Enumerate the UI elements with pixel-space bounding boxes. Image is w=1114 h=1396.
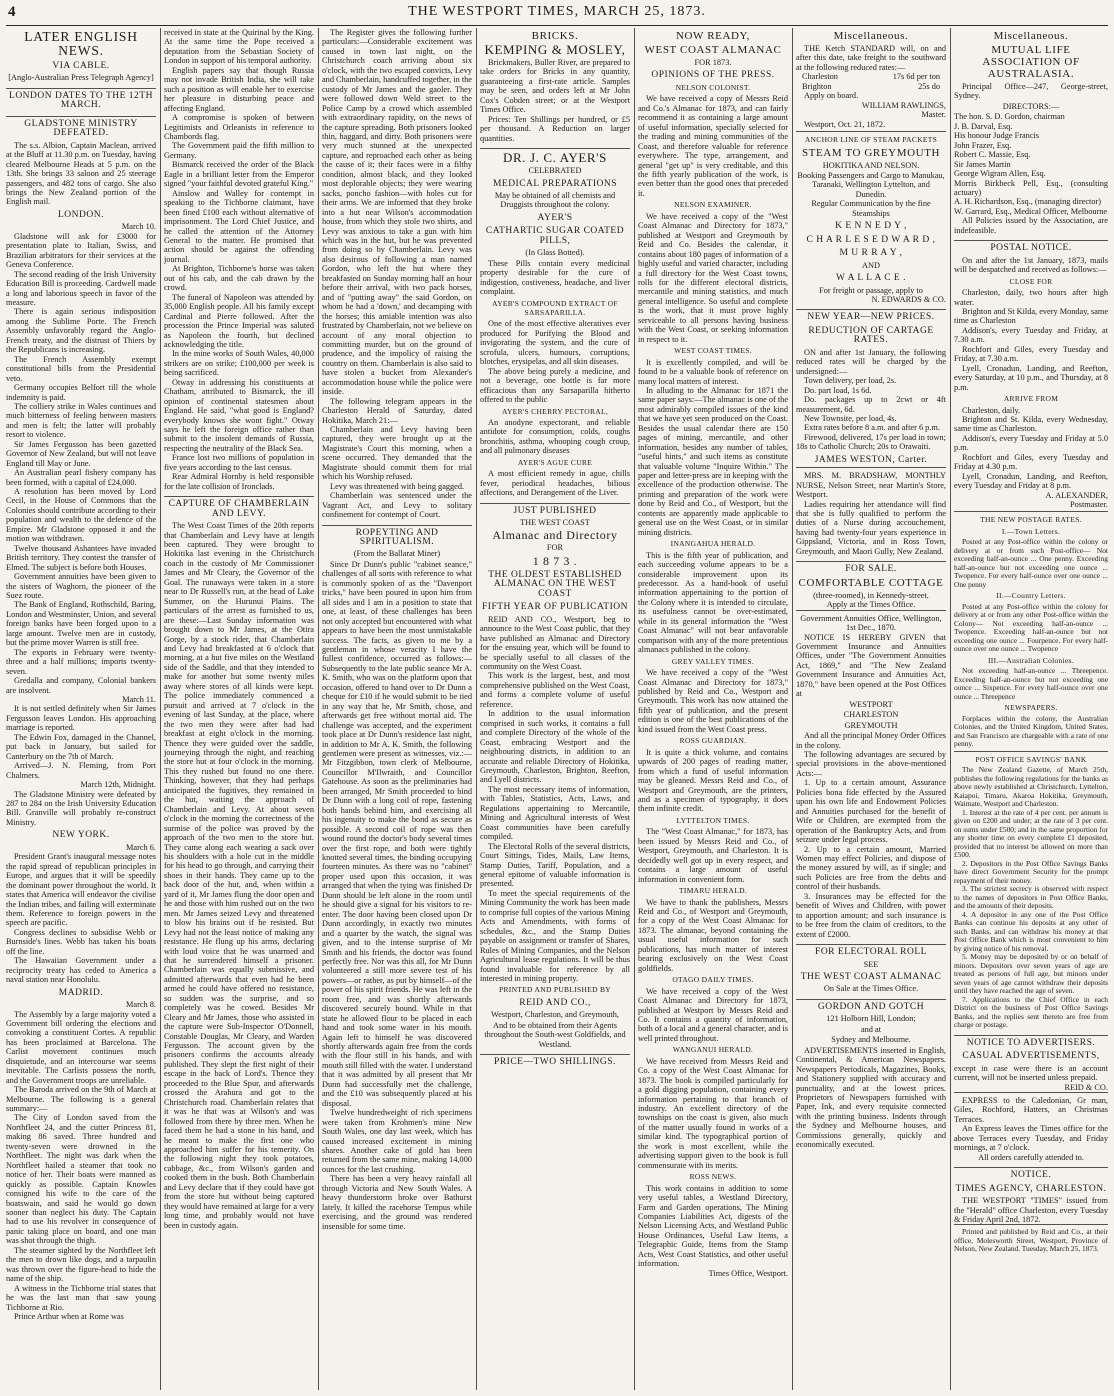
- article-paragraph: The exports in February were twenty-three and a half millions; imports twenty-seven.: [6, 647, 156, 676]
- article-paragraph: received in state at the Quirinal by the King. At the same time the Pope received a deputation from the Sebastian Society of London in support of his temporal authority.: [164, 28, 314, 66]
- dateline-date: March 8.: [126, 1000, 156, 1010]
- director-line: George Wigram Allen, Esq.: [954, 169, 1046, 179]
- savings-bank: POST OFFICE SAVINGS' BANK: [954, 751, 1108, 764]
- article-paragraph: The s.s. Albion, Captain Maclean, arrived at the Bluff at 11.30 p.m. on Tuesday, having cleared Melbourne Heads at 5 p.m. on the 13th. She brings 33 saloon and 25 steerage passengers, and 482 tons of cargo. She also brings the New Zealand portion of the English mail.: [6, 140, 156, 207]
- article-paragraph: The West Coast Times of the 20th reports that Chamberlain and Levy have at length been captured. They were brought to Hokitika last evening in the Christchurch coach in the custody of Mr Commissioner James and Mr Cleary, the Governor of the Goal. The runaways were taken in a store near to Dr Russell's run, at the head of Lake Summer, on the Hurunui Plains. The particulars of the arrest as furnished to us, are these:—Last Sunday information was brought down to Mr James, at the Otira Gorge, by a stock rider, that Chamberlain and Levy had breakfasted at 6 o'clock that morning, at a hut five miles on the Westland side of the Saddle, and that they intended to make for another hut some twenty miles away where stores of all kinds were kept. The police immediately commenced a pursuit and arrived at 7 o'clock in the evening of last Sunday, at the place, where the two men they were after had had breakfast at eight o'clock in the morning. Thence they were guided over the saddle, journeying through the night, and reaching the store hut at four o'clock in the morning. This they rushed but found no one there. Thinking, however, that they had perhaps anticipated the fugitives, they remained in the hut, waiting the approach of Chamberlain and Levy. At about seven o'clock in the morning the correctness of the surmise of the police was proved by the approach of the two men to the store hut. They came along each wearing a sack over his shoulders with a hole cut in the middle for his head to go through, and carrying their shoes in their hands. They came up to the back door of the hut, and, when within a yard of it, Mr James flung the door open and he and those with him rushed out on the two men. Mr James seized Levy and threatened to blow his brains out if he resisted. But Levy had not the least notice of making any resistance. He flung up his arms, declaring with loud voice that he was unarmed and that he surrendered himself a prisoner. Chamberlain was equally submissive, and admitted afterwards that even had he been armed he could have offered no resistance, so sudden was the surprise, and so completely was he cowed. Besides Mr Cleary and Mr James, those who assisted in the capture were Sub-Inspector O'Donnell, Constable Douglas, Mr Cleary, and Warden Fergusson. The account given by the prisoners confirms the accounts already published. They slept the first night of their escape in the back of Lord's. Thence they proceeded to the Blue Spur, and afterwards crossed the Arahura and got to the Christchurch road. Chamberlain relates that it was he that was at Wilson's and was followed from there by three men. When he faced them he had a stone in his hand, and he meant to make the first one who approached him suffer for his temerity. On the following night they took potatoes, cabbage, &c., from Wilson's garden and cooked them in the bush. Both Chamberlain and Levy declare that if they could have got from the store hut without being captured they would have remained at large for a very long time, and probably would not have been in custody again.: [164, 521, 314, 1230]
- director-line: His honour Judge Francis: [954, 131, 1040, 141]
- advert-paragraph: An Express leaves the Times office for the above Terraces every Tuesday, and Friday mornings, at 7 o'clock.: [954, 1124, 1108, 1153]
- sarsaparilla-heading: AYER'S COMPOUND EXTRACT OF SARSAPARILLA.: [492, 298, 618, 317]
- article-paragraph: Prince Arthur when at Rome was: [14, 1312, 124, 1321]
- advert-paragraph: ADVERTISEMENTS inserted in English, Continental, & American Newspapers. Newspapers Periodicals, Magazines, Books, and Stationery supplied with accuracy and punctuality, and at the lowest prices. Proprietors of Newspapers furnished with Paper, Ink, and every requisite connected with the printing business. Indents through the Sydney and Melbourne houses, and Commissions generally, quickly and economically executed.: [796, 1045, 946, 1150]
- ministry-defeated: GLADSTONE MINISTRY DEFEATED.: [6, 116, 156, 139]
- column-1: [6, 28, 156, 1388]
- advert-paragraph: 1. Up to a certain amount, Assurance Policies bona fide effected by the Assured upon his own life and Endowment Policies and Annuities purchased for the benefit of Wife or Children, are exempted from the operation of the Bankruptcy Acts, and from seizure under legal process.: [796, 778, 946, 845]
- advert-paragraph: May be obtained of all chemists and Druggists throughout the colony.: [494, 190, 616, 210]
- opinions-heading: OPINIONS OF THE PRESS.: [651, 70, 775, 81]
- director-line: Morris Birkbeck Pell, Esq., (consulting actuary): [954, 178, 1108, 197]
- article-paragraph: Levy was threatened with being gagged.: [330, 481, 465, 491]
- advert-paragraph: Apply on board.: [804, 91, 859, 101]
- postal-notice: POSTAL NOTICE.: [954, 240, 1108, 253]
- times-agency: TIMES AGENCY, CHARLESTON.: [955, 1183, 1107, 1194]
- source-name: INANGAHUA HERALD.: [670, 539, 756, 549]
- reid-and-co: REID AND CO.,: [519, 997, 591, 1008]
- headline-capture: CAPTURE OF CHAMBERLAIN AND LEVY.: [164, 496, 314, 519]
- source-name: OTAGO DAILY TIMES.: [672, 975, 754, 985]
- rate-line: Firewood, delivered, 17s per load in town; 18s to Catholic Church; 20s to Orawaiti.: [796, 432, 946, 452]
- advert-paragraph: One of the most effective alteratives ever produced for Purifying the Blood and invigorating the system, and the cure of scrofula, ulcers, humours, corruptions, blotches, erysipelas, and all skin diseases.: [480, 319, 630, 367]
- advert-paragraph: except in case were there is an account current, will not be inserted unless prepaid.: [954, 1063, 1108, 1083]
- oldest-established: THE OLDEST ESTABLISHED ALMANAC ON THE WEST COAST: [488, 569, 622, 599]
- article-paragraph: There is again serious indisposition among the Sublime Porte. The French Assembly unfavorably regard the Anglo-French treaty, and the distrust of Thiers by the Republicans is increasing.: [6, 307, 156, 355]
- mail-line: Addison's, every Tuesday and Friday at 5.0 p.m.: [954, 433, 1108, 453]
- column-rule: [634, 28, 635, 1390]
- london-dates: LONDON DATES TO THE 12TH MARCH.: [6, 88, 156, 111]
- advert-paragraph: NOTICE IS HEREBY GIVEN that Government Insurance and Annuities Offices, under "The Government Annuities Act, 1869," and "The New Zealand Government Insurance and Annuities Act, 1870," have been opened at the Post Offices at: [796, 632, 946, 699]
- comfortable-cottage: COMFORTABLE COTTAGE: [798, 576, 944, 589]
- postmaster-title: Postmaster.: [1069, 500, 1108, 510]
- postage-text: Not exceeding half-an-ounce ... Threepence. Exceeding half-an-ounce but not exceeding one ounce ... Sixpence. For every half-ounce over one ounce ... Threepence: [954, 666, 1108, 701]
- miscellaneous-heading: Miscellaneous.: [833, 30, 909, 42]
- source-name: ROSS NEWS.: [689, 1172, 737, 1182]
- advert-paragraph: A most efficient remedy in ague, chills fever, periodical headaches, bilious affections, and Derangement of the Liver.: [480, 469, 630, 498]
- west-coast-almanac: WEST COAST ALMANAC: [644, 44, 782, 56]
- advert-paragraph: For freight or passage, apply to: [819, 285, 923, 295]
- see-word: SEE: [863, 959, 879, 969]
- savings-text: 3. The strictest secrecy is observed with respect to the names of depositors in Post Office Banks, and the amounts of their deposits.: [954, 884, 1108, 911]
- notice-to-advertisers: NOTICE TO ADVERTISERS.: [954, 1035, 1108, 1048]
- office-greymouth: GREYMOUTH: [844, 720, 898, 730]
- press-quote: We have received a copy of Messrs Reid and Co.'s Almanac for 1873, and can fairly recommend it as containing a large amount of useful information, specially selected for the trading and mining communities of the Coast, and therefore valuable for reference everywhere. The type, arrangement, and general "get up" is very creditable, and this the fifth yearly publication of the work, is even better than the good ones that preceded it.: [638, 94, 788, 198]
- press-quote: This is the fifth year of publication, and each succeeding volume appears to be a considerable improvement upon its predecessor. As a hand-book of useful information appertaining to the portion of the Colony where it is intended to circulate, its usefulness cannot be over-estimated, while in its general information the "West Coast Almanac" will not bear unfavorable comparison with any of the more pretentious almanacs published in the colony.: [638, 550, 788, 655]
- article-paragraph: Otway in addressing his constituents at Chatham, attributed to Bismarck, the ill opinion of continental statesmen about England. He said, "what good is England? everybody knows she wont fight." Otway says he left the foreign office rather than submit to the insolent demands of Russia, respecting the neutrality of the Black Sea.: [164, 377, 314, 453]
- dateline-date: March 11.: [122, 695, 156, 704]
- source-line: (From the Ballarat Miner): [353, 549, 441, 559]
- article-paragraph: Bismarck received the order of the Black Eagle in a brilliant letter from the Emperor signed "your faithful devoted grateful King.": [164, 160, 314, 189]
- mail-line: Brighton and St. Kilda, every Wednesday, same time as Charleston.: [954, 414, 1108, 434]
- advert-paragraph: Booking Passengers and Cargo to Manukau, Taranaki, Wellington Lyttelton, and Dunedin.: [797, 170, 945, 199]
- hokitika-nelson: HOKITIKA AND NELSON.: [822, 160, 920, 170]
- source-name: ROSS GUARDIAN.: [679, 736, 747, 746]
- dateline-new-york: NEW YORK.: [52, 830, 110, 841]
- article-paragraph: The Baroda arrived on the 9th of March at Melbourne. The following is a general summary:—: [6, 1085, 156, 1114]
- savings-text: The New Zealand Gazette, of March 25th, publishes the following regulations for the banks as above newly established at Christchurch, Lyttelton, Kaiapoi, Timaru, Akaroa Hokitika, Greymouth, Waimate, Westport and Charleston.: [954, 765, 1108, 809]
- miscellaneous-heading: Miscellaneous.: [993, 30, 1069, 42]
- column-7: [954, 28, 1108, 1388]
- headline-later-english-news: LATER ENGLISH NEWS.: [24, 29, 138, 58]
- advert-paragraph: The above being purely a medicine, and not a beverage, one bottle is far more efficacious than any Sarsaparilla hitherto offered to the public: [480, 366, 630, 405]
- advert-paragraph: EXPRESS to the Caledonian, Gr man, Giles, Rochford, Hatters, an Christmas Terraces.: [954, 1092, 1108, 1124]
- column-rule: [160, 28, 161, 1390]
- for-1873: FOR 1873.: [694, 58, 732, 67]
- reduction-cartage: REDUCTION OF CARTAGE RATES.: [808, 325, 934, 346]
- savings-text: 4. A depositor in any one of the Post Office Banks can continue his deposits at any other of such Banks, and can withdraw his money at that Post Office Bank which is most convenient to him by giving notice of his removal.: [954, 909, 1108, 953]
- newspaper-title: THE WESTPORT TIMES, MARCH 25, 1873.: [408, 4, 706, 19]
- mail-line: Brighton and St Kilda, every Monday, same time as Charleston: [954, 306, 1108, 326]
- advert-paragraph: Prices: Ten Shillings per hundred, or £5 per thousand. A Reduction on larger quantities.: [480, 114, 630, 143]
- advert-paragraph: ON and after 1st January, the following reduced rates will be charged by the undersigned:—: [796, 347, 946, 376]
- mail-line: Addison's, every Tuesday and Friday, at 7.30 a.m.: [954, 325, 1108, 345]
- article-paragraph: The colliery strike in Wales continues and much bitterness of feeling between masters and men is felt; the latter will probably resort to violence.: [6, 401, 156, 440]
- electoral-roll: FOR ELECTORAL ROLL: [796, 944, 946, 957]
- article-paragraph: An Australian pearl fishery company has been formed, with a capital of £24,000.: [6, 468, 156, 487]
- ayers-label: AYER'S: [537, 212, 573, 223]
- advert-paragraph: On Sale at the Times Office.: [823, 984, 919, 994]
- press-quote: We have to thank the publishers, Messrs Reid and Co., of Westport and Greymouth, for a copy of the West Coast Almanac for 1873. The almanac, beyond containing the usual useful information for such publications, has much matter of interest bearing exclusively on the West Coast goldfields.: [638, 897, 788, 973]
- savings-text: 1. Interest at the rate of 4 per cent. per annum is given on £200 and under; at the rate of 3 per cent. on sums under £500; and in the same proportion for any shorter time on every complete £1 deposited, provided that no interest be allowed on more than £500.: [954, 807, 1108, 860]
- rate-line: Do. part load, 1s 6d.: [804, 385, 872, 395]
- column-3: [322, 28, 472, 1388]
- ague-heading: AYER'S AGUE CURE: [517, 457, 593, 467]
- ship-charles-edward: C H A R L E S E D W A R D ,: [806, 234, 936, 245]
- cathartic-pills: CATHARTIC SUGAR COATED PILLS,: [485, 226, 625, 246]
- casual-advertisements: CASUAL ADVERTISEMENTS,: [962, 1051, 1100, 1062]
- dateline-date: March 12th, Midnight.: [80, 780, 156, 790]
- ship-wallace: W A L L A C E .: [836, 273, 906, 284]
- press-quote: It is excellently compiled, and will be found to be a valuable book of reference on many local matters of interest.: [638, 357, 788, 386]
- dateline-date: March 10.: [121, 222, 156, 232]
- mail-line: Charleston, daily, two hours after high water.: [954, 288, 1108, 307]
- almanac-title: Almanac and Directory: [492, 528, 618, 543]
- office-westport: WESTPORT: [849, 699, 893, 709]
- savings-text: 2. Depositors in the Post Office Savings Banks have direct Government Security for the prompt repayment of their money.: [954, 858, 1108, 885]
- mail-line: Charleston, daily.: [962, 405, 1021, 415]
- now-ready: NOW READY,: [675, 30, 751, 42]
- article-paragraph: The Register gives the following further particulars:—Considerable excitement was caused in town last night, on the Christchurch coach arriving about six o'clock, with the two escaped convicts, Levy and Chamberlain, handcuffed together, in the custody of Mr James and the gaoler. They were followed down Weld street to the Police Camp by a crowd which assembled with extraordinary rapidity, on the news of the capture spreading. Both prisoners looked thin, haggard, and dirty. Both prisoners were very much stunned at the unexpected capture, and reproached each other as being the cause of it; their faces were in a filthy condition, almost black, and they looked most deplorable objects; they were wearing sacks, poncho fashion—with holes cut for their arms. We are informed that they broke into a hut near Wilson's accommodation house, from which they stole two shirts, and Levy was anxious to take a gun with him which was in the hut, but he was prevented from doing so by Chamberlain. Levy was also desirous of following a man named Gordon, who left the hut where they breakfasted on Sunday morning half an hour before their arrival, with two pack horses, and of "putting away" the said Gordon, on whom he had a 'down,' and decamping with the horses; this amiable intention was also frustrated by Chamberlain, not we believe on account of any moral objection to committing murder, but on the ground of prudence, and the impolicy of raising the country on them. Chamberlain is also said to have stolen a bucket from Alexander's accommodation house while the police were inside.: [322, 28, 472, 397]
- imprint: Printed and published by Reid and Co., at their office, Molesworth Street, Westport, Province of Nelson, New Zealand. Tuesday, March 25, 1873.: [954, 1224, 1108, 1254]
- rate-value: 25s do: [918, 81, 940, 91]
- advert-paragraph: 3. Insurances may be effected for the benefit of Wives and Children, with power to apportion amount; and such insurance is to be free from the claim of creditors, to the extent of £2000.: [796, 891, 946, 939]
- source-name: TIMARU HERALD.: [679, 886, 747, 896]
- advert-paragraph: Ladies requiring her attendance will find that she is fully qualified to perform the duties of a Nurse during accouchement, having had twenty-four years experience in Gippsland, Victoria, and in Ross Town, Greymouth, and Maori Gully, New Zealand.: [796, 499, 946, 556]
- mail-line: Lyell, Cronadun, Landing, and Reefton, every Tuesday and Friday at 8 p.m.: [954, 471, 1108, 491]
- article-paragraph: The steamer sighted by the Northfleet left the men to drown like dogs, and a tarpaulin was thrown over the figure-head to hide the name of the ship.: [6, 1245, 156, 1284]
- rate-row: [796, 82, 946, 91]
- and-at: and at: [860, 1024, 882, 1034]
- article-paragraph: Gladstone will ask for £3000 for presentation plate to Italian, Swiss, and Brazilian arbitrators for their services at the Geneva Conference.: [6, 231, 156, 270]
- article-paragraph: There has been a very heavy rainfall all through Victoria and New South Wales. A heavy thunderstorm broke over Bathurst lately. It killed the racehorse Tempus while exercising, and the ground was rendered insensible for some time.: [322, 1174, 472, 1231]
- dateline-date: March 6.: [126, 842, 156, 852]
- rate-line: Do. packages up to 2cwt or 4ft measurement, 6d.: [796, 395, 946, 414]
- postage-text: Posted at any Post-office within the colony or delivery at or from such Post-office— Not exceeding half-an-ounce ... One penny. Exceeding half-an-ounce but not exceeding one ounce ... Twopence. For every half-ounce over one ounce ... One penny: [954, 537, 1108, 589]
- advert-paragraph: Brickmakers, Buller River, are prepared to take orders for Bricks in any quantity, guaranteeing a first-rate article. Samples may be seen, and orders left at Mr John Cox's Cobden street; or at the Westport Times Office.: [480, 58, 630, 115]
- advert-paragraph: THE Ketch STANDARD will, on and after this date, take freight to the southward at the following reduced rates:—: [796, 44, 946, 72]
- dateline-madrid: MADRID.: [58, 987, 104, 998]
- column-rule: [792, 28, 793, 1390]
- rate-value: 17s 6d per ton: [892, 72, 940, 82]
- director-line: J. B. Darval, Esq.: [954, 121, 1013, 131]
- mail-line: Lyell, Cronadun, Landing, and Reefton, every Saturday, at 10 p.m., and Thursday, at 8 p.m.: [954, 363, 1108, 392]
- article-paragraph: Chamberlain and Levy having been captured, they were brought up at the Magistrate's Court this morning, when a scene occurred. They demanded that the Magistrate should commit them for trial which his Worship refused.: [322, 425, 472, 482]
- article-paragraph: The City of London saved from the Northfleet 24, and the cutter Princess 81, making 86 saved. Three hundred and twenty-seven were drowned in the Northfleet. The night was dark when the Northfleet hailed a steamer that took no notice of her. Their boats were manned as quickly as possible. Captain Knowles consigned his wife to the care of the boatswain, and said he would go down sooner than neglect his duty. The Captain had to use his revolver in consequence of panic taking place on board, and one man was shot through the thigh.: [6, 1113, 156, 1246]
- advert-paragraph: On and after the 1st January, 1873, mails will be despatched and received as follows:—: [954, 255, 1108, 275]
- article-paragraph: Arrived—J. N. Fleming, from Port Chalmers.: [6, 761, 156, 780]
- article-paragraph: The Edwin Fox, damaged in the Channel, put back in January, but sailed for Canterbury on the 7th of March.: [6, 732, 156, 761]
- rate-place: Brighton: [802, 81, 832, 91]
- advert-paragraph: 2. Up to a certain amount, Married Women may effect Policies, and dispose of the money assured by will, as if single; and such Policies are free from the debts and control of their husbands.: [796, 844, 946, 892]
- source-name: NELSON COLONIST.: [675, 82, 751, 92]
- holborn-hill: 121 Holborn Hill, London;: [826, 1014, 916, 1024]
- source-name: GREY VALLEY TIMES.: [671, 656, 755, 666]
- article-paragraph: Chamberlain was sentenced under the Vagrant Act, and Levy to solitary confinement for contempt of Court.: [322, 491, 472, 520]
- advert-paragraph: This work is the largest, best, and most comprehensive published on the West Coast, and forms a complete volume of useful reference.: [480, 671, 630, 709]
- australian-colonies: III.—Australian Colonies.: [987, 655, 1075, 665]
- advert-paragraph: All Policies issued by the Association, are indefeasible.: [954, 216, 1108, 235]
- director-line: John Frazer, Esq.: [954, 140, 1012, 150]
- press-quote: The "West Coast Almanac," for 1873, has been issued by Messrs Reid and Co., of Westport, Greymouth, and Charleston. It is decidedly well got up in every respect, and contains a large amount of useful information in convenient form.: [638, 827, 788, 884]
- newspapers-heading: NEWSPAPERS.: [1004, 703, 1058, 713]
- james-weston: JAMES WESTON, Carter.: [814, 454, 928, 465]
- article-paragraph: France lost two millions of population in five years according to the last census.: [164, 453, 314, 472]
- glass-bottled: (In Glass Botted).: [525, 248, 585, 258]
- advert-paragraph: In addition to the usual information comprised in such works, it contains a full and complete Directory of the whole of the Coast, embracing Westport and the neighbouring districts, in addition to an accurate and reliable Directory of Hokitika, Greymouth, Charleston, Brighton, Reefton, and Lyell districts.: [480, 709, 630, 785]
- source-name: NELSON EXAMINER.: [674, 200, 752, 210]
- director-line: The hon. S. D. Gordon, chairman: [954, 112, 1065, 122]
- press-quote: We have received a copy of the West Coast Almanac and Directory for 1873, published at Westport by Messrs Reid and Co. It contains a quantity of information, both of a local and a general character, and is well printed throughout.: [638, 986, 788, 1043]
- via-cable: VIA CABLE.: [52, 61, 110, 71]
- article-paragraph: The funeral of Napoleon was attended by 35,000 English people. All his family except Cardinal and Pierre followed. After the procession the Prince Imperial was saluted as Napoleon the fourth, but declined acknowledging the title.: [164, 292, 314, 349]
- almanac-year: 1 8 7 3 .: [532, 553, 578, 568]
- advertiser-name: WILLIAM RAWLINGS,: [861, 100, 946, 110]
- rate-line: Extra rates before 8 a.m. and after 6 p.m.: [804, 423, 940, 433]
- ship-murray: M U R R A Y ,: [839, 248, 903, 259]
- fifth-year: FIFTH YEAR OF PUBLICATION: [482, 602, 628, 613]
- publisher-places: Westport, Charleston, and Greymouth,: [491, 1010, 619, 1020]
- close-for: CLOSE FOR: [1009, 276, 1053, 286]
- for-sale: FOR SALE.: [796, 561, 946, 574]
- article-paragraph: Germany occupies Belfort till the whole indemnity is paid.: [6, 383, 156, 402]
- source-name: WEST COAST TIMES.: [674, 346, 752, 356]
- rate-row: [796, 72, 946, 81]
- just-published: JUST PUBLISHED: [480, 503, 630, 516]
- headline-spiritualism: ROPEYTING AND SPIRITUALISM.: [322, 525, 472, 548]
- article-paragraph: Government annuities have been given to the sisters of Waghorn, the pioneer of the Suez route.: [6, 572, 156, 601]
- advert-paragraph: Government Annuities Office, Wellington, 1st Dec., 1870.: [796, 610, 946, 633]
- article-paragraph: Congress declines to subsidise Webb or Burnside's lines. Webb has taken his boats off the line.: [6, 927, 156, 956]
- bricks-heading: BRICKS.: [531, 30, 579, 42]
- page-number: 4: [8, 4, 16, 20]
- country-letters: II.—Country Letters.: [996, 591, 1066, 601]
- article-paragraph: Ainslow and Walley for contempt in speaking to the Tichborne claimant, have been fined £100 each without alternative of imprisonment. The Lord Chief Justice, and he called the attention of the Attorney General to the matter. He promised that action should be against the offending journal.: [164, 188, 314, 264]
- source-name: WANGANUI HERALD.: [672, 1045, 754, 1055]
- director-line: Sir James Martin: [954, 159, 1011, 169]
- advert-paragraph: To meet the special requirements of the Mining Community the work has been made to comprise full copies of the various Mining Acts and Amendments, with forms of schedules, &c., and the Stamp Duties payable on assignment or transfer of Shares, Rules of Mining Companies, and the Nelson Agricultural lease regulations. It will be thus found invaluable for reference by all interested in mining property.: [480, 888, 630, 983]
- west-coast-almanac: THE WEST COAST ALMANAC: [800, 971, 942, 982]
- and-word: AND: [862, 260, 880, 270]
- column-2: [164, 28, 314, 1388]
- printed-published: PRINTED AND PUBLISHED BY: [499, 985, 611, 995]
- new-year-prices: NEW YEAR—NEW PRICES.: [796, 309, 946, 322]
- article-paragraph: President Grant's inaugural message notes the rapid spread of republican principles in Europe, and argues that it will be speedily the dominant power throughout the world. It states that America will endeavor the civilise the Indian tribes, and failing will exterminate them. Reference to foreign powers in the speech are pacific.: [6, 852, 156, 928]
- article-paragraph: The Gladstone Ministry were defeated by 287 to 284 on the Irish University Education Bill. Granville will probably re-construct Ministry.: [6, 789, 156, 827]
- article-paragraph: It is not settled definitely when Sir James Fergusson leaves London. His approaching marriage is reported.: [6, 704, 156, 733]
- article-paragraph: The Bank of England, Rothschild, Baring, London and Westminster, Union, and several foreign banks have been forged upon to a large amount. Twelve men are in custody, but the prime mover Warren is still free.: [6, 600, 156, 648]
- rate-line: Town delivery, per load, 2s.: [804, 376, 897, 386]
- anchor-line: ANCHOR LINE OF STEAM PACKETS: [796, 131, 946, 144]
- director-line: W. Garrard, Esq., Medical Officer, Melbourne: [954, 206, 1108, 216]
- price: PRICE—TWO SHILLINGS.: [480, 1054, 630, 1067]
- column-rule: [950, 28, 951, 1390]
- advert-paragraph: The following advantages are secured by special provisions in the above-mentioned Acts:—: [796, 750, 946, 778]
- advert-paragraph: An anodyne expectorant, and reliable antidote for consumption, colds, coughs bronchitis, asthma, whooping cough croup, and all pulmonary diseases: [480, 417, 630, 456]
- advert-paragraph: And all the principal Money Order Offices in the colony.: [796, 731, 946, 750]
- article-paragraph: A witness in the Tichborne trial states that he was the last man that saw young Tichborne at Rio.: [6, 1283, 156, 1312]
- ship-kennedy: K E N N E D Y ,: [835, 221, 907, 232]
- column-4: [480, 28, 630, 1388]
- the-west-coast: THE WEST COAST: [520, 518, 590, 528]
- postage-text: Forplaces within the colony, the Australian Colonies, and the United Kingdom, United States, and San Francisco are chargeable with a rate of one penny.: [954, 713, 1108, 749]
- postage-text: Posted at any Post-office within the colony for delivery at or from any other Post-office within the Colony— Not exceeding half-an-ounce ... Twopence. Exceeding half-an-ounce but not exceeding one ounce ... Fourpence. For every half-ounce over one ounce ... Twopence: [954, 601, 1108, 654]
- top-rule: [6, 25, 1108, 26]
- advertiser-title: Master.: [921, 110, 946, 120]
- column-6: [796, 28, 946, 1388]
- press-quote: We have received from Messrs Reid and Co. a copy of the West Coast Almanac for 1873. The book is compiled particularly for a gold digging population, containing every information pertaining to that branch of industry. An excellent directory of the townships on the coast is given, also much of the matter usually found in works of a similar kind. The typographical portion of the work is most excellent, while the advertising support given to the book is full commensurate with its merits.: [638, 1056, 788, 1170]
- advertiser-name: N. EDWARDS & CO.: [871, 294, 946, 304]
- article-paragraph: The Assembly by a large majority voted a Government bill ordering the elections and convoking a constituent Cortes. A republic has been proclaimed at Barcelona. The Carlist movement continues much disquietude, and an intercourse war seems inevitable. The Carlists possess the north, and the Government troops are unreliable.: [6, 1009, 156, 1085]
- article-paragraph: Twelve hundredweight of rich specimens were taken from Krohmen's mine New South Wales, one day last week, which has caused increased excitement in mining shares. Another cake of gold has been returned from the same mine, making 14,000 ounces for the last crushing.: [322, 1108, 472, 1174]
- advert-paragraph: These Pills contain every medicinal property desirable for the cure of indigestion, costiveness, headache, and liver complaint.: [480, 258, 630, 297]
- mail-line: Rochfort and Giles, every Tuesday and Friday, at 7.30 a.m.: [954, 344, 1108, 364]
- notice-heading: NOTICE.: [954, 1167, 1108, 1180]
- advert-paragraph: Apply at the Times Office.: [826, 600, 916, 610]
- press-quote: We have received a copy of the "West Coast Almanac and Directory for 1873," published at Westport and Greymouth by Reid and Co. Besides the calendar, it contains about 180 pages of information of a highly useful and varied character, including a full directory for the West Coast towns, rolls for the different electoral districts, mercantile and mining statistics, and much general intelligence. So useful and complete is the work, that it must prove highly serviceable to all persons having business with the West Coast, or seeking information in respect to it.: [638, 211, 788, 344]
- article-paragraph: Sir James Fergusson has been gazetted Governor of New Zealand, but will not leave England till May or June.: [6, 439, 156, 468]
- reid-co-signature: REID & CO.: [1064, 1082, 1108, 1092]
- agency-line: [Anglo-Australian Press Telegraph Agency]: [8, 73, 154, 83]
- advert-paragraph: REID AND CO., Westport, beg to announce to the West Coast public, that they have published an Almanac and Directory for the ensuing year, which will be found to be specially useful to all classes of the community on the West Coast.: [480, 614, 630, 672]
- kemping-mosley-title: KEMPING & MOSLEY,: [484, 42, 626, 57]
- postmaster-name: A. ALEXANDER,: [1045, 490, 1108, 500]
- mutual-life: MUTUAL LIFE ASSOCIATION OF AUSTRALASIA.: [982, 44, 1080, 80]
- article-paragraph: Since Dr Dunn's public "cabinet seance," challenges of all sorts with reference to what is commonly spoken of as the "Davenport tricks," have been poured in upon him from all sides and I am in a position to state that one, at least, of these challenges has been not only accepted but encountered with what appears to have been the most unmistakable success. The facts, as given to me by a gentleman in whose veracity I have the fullest confidence, occurred as follows:—Subsequently to the late public seance Mr A. K. Smith, who was on the platform upon that occasion, offered to hand over to Dr Dunn a cheque for £10 if he would submit to be tied in any way that he, Mr Smith, chose, and afterwards get free without mortal aid. The challenge was accepted, and the experiment took place at Dr Dunn's residence last night, in addition to Mr A. K. Smith, the following gentlemen were present as witnesses, viz.:—Mr Fitzgibbon, town clerk of Melbourne, Councillor M'Ilwraith, and Councillor Gatehouse. As soon as the preliminaries had been arranged, Mr Smith proceeded to bind Dr Dunn with a long coil of rope, fastening both hands behind him, and exercising all his ingenuity to make the bond as secure as possible. A second coil of rope was then wound round the doctor's body several times over the first rope, and both were tightly knotted several times, the binding occupying fourteen minutes. As there was no "cabinet" proper used upon this occasion, it was arranged that when the tying was finished Dr Dunn should be left alone in the room until he should give a signal for his visitors to re-enter. The door having been closed upon Dr Dunn accordingly, in exactly two minutes and a quarter by the watch, the signal was given, and to the intense surprise of Mr Smith and his friends, the doctor was found perfectly free. Nor was this all, for Mr Dunn volunteered a still more severe test of his powers—or rather, as put by himself—of the power of his spirit friends. He was left in the room free, and was shortly afterwards discovered securely bound. While in that state he allowed flour to be placed in each hand and took some water in his mouth. Again left to himself he was discovered shortly afterwards again free from the cords with the flour still in his hands, and with mouth still filled with the water. I understand that it was admitted by all present that Mr Dunn had successfully met the challenge, and the £10 was subsequently placed at his disposal.: [322, 559, 472, 1108]
- advert-paragraph: Regular Communication by the fine Steamships: [811, 199, 931, 218]
- dateline-london: LONDON.: [58, 209, 104, 220]
- ayer-medical: MEDICAL PREPARATIONS: [492, 178, 618, 189]
- steam-to-greymouth: STEAM TO GREYMOUTH: [801, 146, 941, 159]
- advert-paragraph: Westport, Oct. 21, 1872.: [804, 119, 886, 129]
- press-quote: We have received a copy of the "West Coast Almanac and Directory for 1873," published by Reid and Co., Westport and Greymouth. This work has now attained the fifth year of publication, and the present edition is one of the best publications of the kind issued from the West Coast press.: [638, 668, 788, 734]
- article-paragraph: In the mine works of South Wales, 40,000 strikers are on strike; £100,000 per week is being sacrificed.: [164, 349, 314, 378]
- article-paragraph: The Hawaiian Government under a reciprocity treaty has ceded to America a naval station near Honolulu.: [6, 956, 156, 985]
- savings-text: 7. Applications to the Chief Office in each District on the business of Post Office Savings Banks, and the replies sent thereto are free from charge or postage.: [954, 994, 1108, 1030]
- advert-paragraph: (three-roomed), in Kennedy-street.: [813, 590, 929, 600]
- article-paragraph: Gredalla and company, Colonial bankers are insolvent.: [6, 676, 156, 695]
- cherry-heading: AYER'S CHERRY PECTORAL,: [501, 406, 609, 416]
- advert-paragraph: All orders carefully attended to.: [978, 1152, 1084, 1162]
- town-letters: I.—Town Letters.: [1001, 526, 1061, 536]
- sydney-melbourne: Sydney and Melbourne.: [831, 1035, 911, 1045]
- almanac-for: FOR: [546, 543, 564, 553]
- advert-paragraph: MRS. M. BRADSHAW, MONTHLY NURSE, Nelson Street, near Martin's Store, Westport.: [796, 467, 946, 499]
- times-office-signature: Times Office, Westport.: [708, 1268, 788, 1278]
- advert-paragraph: The most necessary items of information, with Tables, Statistics, Acts, Laws, and Regulations appertaining to Mercantile, Mining and Agricultural interests of West Coast communities have been carefully compiled.: [480, 784, 630, 842]
- ayer-celebrated: CELEBRATED: [528, 166, 582, 176]
- press-quote: This work contains in addition to some very useful tables, a Westland Directory, Farm and Garden operations, The Mining Companies Liabilities Act, digests of the Nelson Licensing Acts, and Westland Public House Ordinances, Useful Law Items, a Telegraphic Guide, Items from the Stamp Acts, West Coast Statistics, and other useful information.: [638, 1183, 788, 1269]
- source-name: LYTTELTON TIMES.: [676, 815, 750, 825]
- article-paragraph: English papers say that though Russia may not invade British India, she will take such a position as will enable her to exercise her pleasure in disturbing peace and affecting England.: [164, 65, 314, 113]
- ayer-title: DR. J. C. AYER'S: [480, 148, 630, 164]
- article-paragraph: A resolution has been moved by Lord Cecil, in the House of Commons that the Colonies should contribute according to their population and wealth to the defence of the Empire. Mr Gladstone opposed it and the motion was withdrawn.: [6, 487, 156, 544]
- article-paragraph: Twelve thousand Ashantees have invaded British territory. They contest the transfer of Elmed. The subject is before both Houses.: [6, 543, 156, 572]
- directors-heading: DIRECTORS:—: [1002, 101, 1060, 111]
- advert-paragraph: And to be obtained from their Agents throughout the South-west Goldfields, and Westland.: [484, 1020, 626, 1049]
- gordon-gotch: GORDON AND GOTCH: [796, 999, 946, 1012]
- article-paragraph: At Brighton, Tichborne's horse was taken out of his cab, and the cab drawn by the crowd.: [164, 264, 314, 293]
- rate-place: Charleston: [802, 72, 838, 82]
- article-paragraph: The French Assembly exempt constitutional bills from the Presidential veto.: [6, 354, 156, 383]
- office-charleston: CHARLESTON: [843, 710, 899, 720]
- director-line: Robert C. Massie, Esq.: [954, 150, 1031, 160]
- masthead: [0, 0, 1114, 26]
- advert-paragraph: The Electoral Rolls of the several districts, Court Sittings, Tides, Mails, Law Items, Stamp Duties, Tariff, Population, and a general epitome of valuable information is presented.: [480, 841, 630, 889]
- advert-paragraph: Principal Office—247, George-street, Sydney.: [954, 82, 1108, 101]
- press-quote: It is quite a thick volume, and contains upwards of 200 pages of reading matter, from which a fund of useful information may be gleaned. Messrs Reid and Co., of Westport and Greymouth, are the printers, and as a specimen of typography, it does them infinite credit.: [638, 747, 788, 814]
- article-paragraph: A compromise is spoken of between Legitimists and Orleanists in reference to Chambords flag.: [164, 113, 314, 141]
- press-quote: In alluding to the Almanac for 1871 the same paper says:—The almanac is one of the most admirably compiled issues of the kind that we have yet seen produced on the Coast. Besides the usual calendar there are 150 pages of mining, mercantile, and other information, besides any number of tables, "useful hints," and such items as constitute that valuable volume "Inquire Within." The paper and letter-press are in keeping with the excellence of the production otherwise. The printing and preparation of the work were done by Reid and Co., of Westport, but the contents are apparently made applicable to general use on the West Coast, or in similar mining districts.: [638, 385, 788, 537]
- column-rule: [476, 28, 477, 1390]
- article-paragraph: The second reading of the Irish University Education Bill is proceeding. Cardwell made a long and laborious speech in favor of the measure.: [6, 269, 156, 307]
- new-postage-rates: THE NEW POSTAGE RATES.: [954, 511, 1108, 524]
- advert-paragraph: THE WESTPORT "TIMES" issued from the "Herald" office Charleston, every Tuesday & Friday April 2nd, 1872.: [954, 1196, 1108, 1224]
- rate-line: New Townsite, per load, 4s.: [804, 413, 897, 423]
- mail-line: Rochfort and Giles, every Tuesday and Friday at 4.30 p.m.: [954, 452, 1108, 472]
- savings-text: 5. Money may be deposited by or on behalf of minors. Depositors over seven years of age are treated as persons of full age, but minors under seven years of age cannot withdraw their deposits until they have reached the age of seven.: [954, 952, 1108, 996]
- column-5: [638, 28, 788, 1388]
- column-rule: [318, 28, 319, 1390]
- director-line: A. H. Richardson, Esq., (managing director): [954, 197, 1102, 207]
- arrive-from: ARRIVE FROM: [1003, 394, 1059, 404]
- article-paragraph: The following telegram appears in the Charleston Herald of Saturday, dated Hokitika, March 21:—: [322, 396, 472, 425]
- article-paragraph: The Government paid the fifth million to Germany.: [164, 141, 314, 160]
- article-paragraph: Rear Admiral Hornby is held responsible for the late collision of Ironclads.: [164, 472, 314, 491]
